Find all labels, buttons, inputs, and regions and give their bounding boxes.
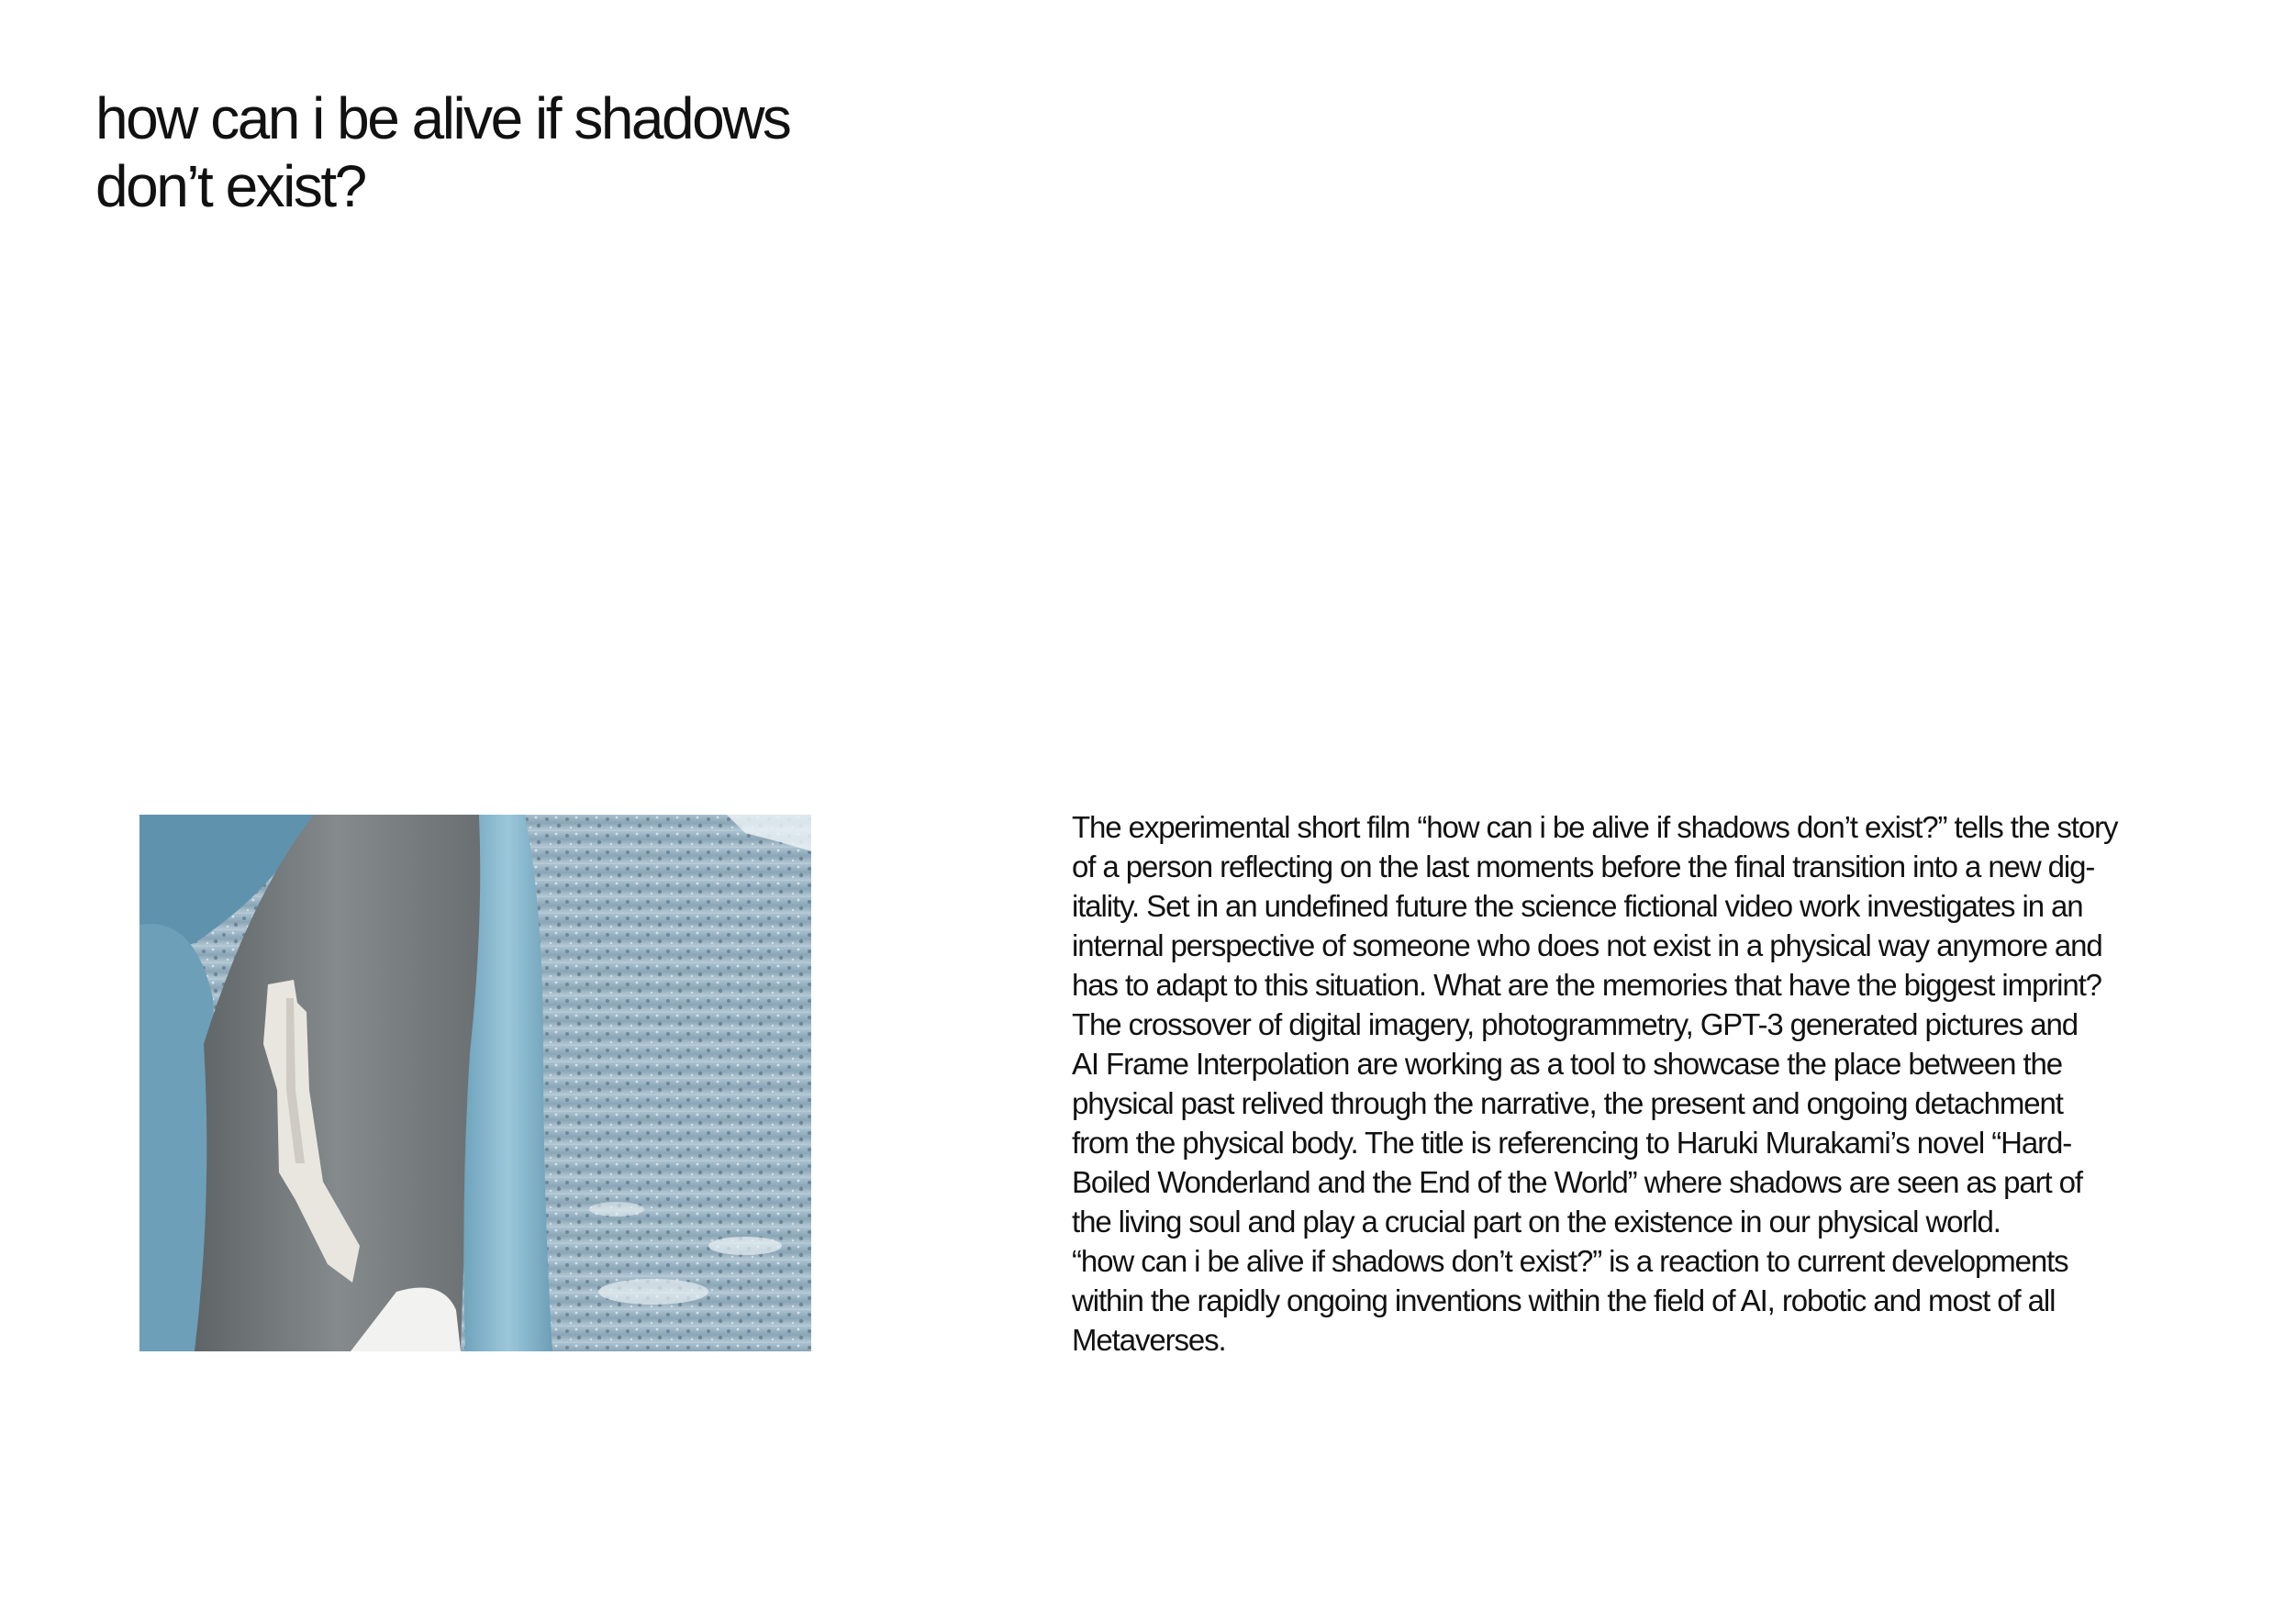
description-text [1072, 807, 2246, 1360]
description-line: AI Frame Interpolation are working as a tool to showcase the place between the [1072, 1047, 2063, 1081]
description-line: Metaverses. [1072, 1323, 1226, 1357]
title-line-2: don’t exist? [95, 153, 365, 219]
film-still-image [139, 815, 811, 1351]
description-line: has to adapt to this situation. What are the memories that have the biggest imprint? [1072, 968, 2101, 1002]
title-line-1: how can i be alive if shadows [95, 85, 790, 151]
description-line: the living soul and play a crucial part on the existence in our physical world. [1072, 1205, 2001, 1239]
description-line: The experimental short film “how can i be alive if shadows don’t exist?” tells the story [1072, 810, 2118, 844]
page-title [95, 84, 921, 220]
description-line: from the physical body. The title is referencing to Haruki Murakami’s novel “Hard- [1072, 1126, 2072, 1160]
description-line: The crossover of digital imagery, photogrammetry, GPT-3 generated pictures and [1072, 1007, 2079, 1041]
description-line: within the rapidly ongoing inventions within the field of AI, robotic and most of all [1072, 1283, 2056, 1317]
description-line: of a person reflecting on the last moments before the final transition into a new dig- [1072, 850, 2095, 883]
film-still-graphic [139, 815, 811, 1351]
description-line: physical past relived through the narrative, the present and ongoing detachment [1072, 1086, 2063, 1120]
description-line: itality. Set in an undefined future the science fictional video work investigates in an [1072, 889, 2083, 923]
description-line: “how can i be alive if shadows don’t exist?” is a reaction to current developments [1072, 1244, 2068, 1278]
description-line: Boiled Wonderland and the End of the World” where shadows are seen as part of [1072, 1165, 2082, 1199]
description-line: internal perspective of someone who does not exist in a physical way anymore and [1072, 928, 2102, 962]
